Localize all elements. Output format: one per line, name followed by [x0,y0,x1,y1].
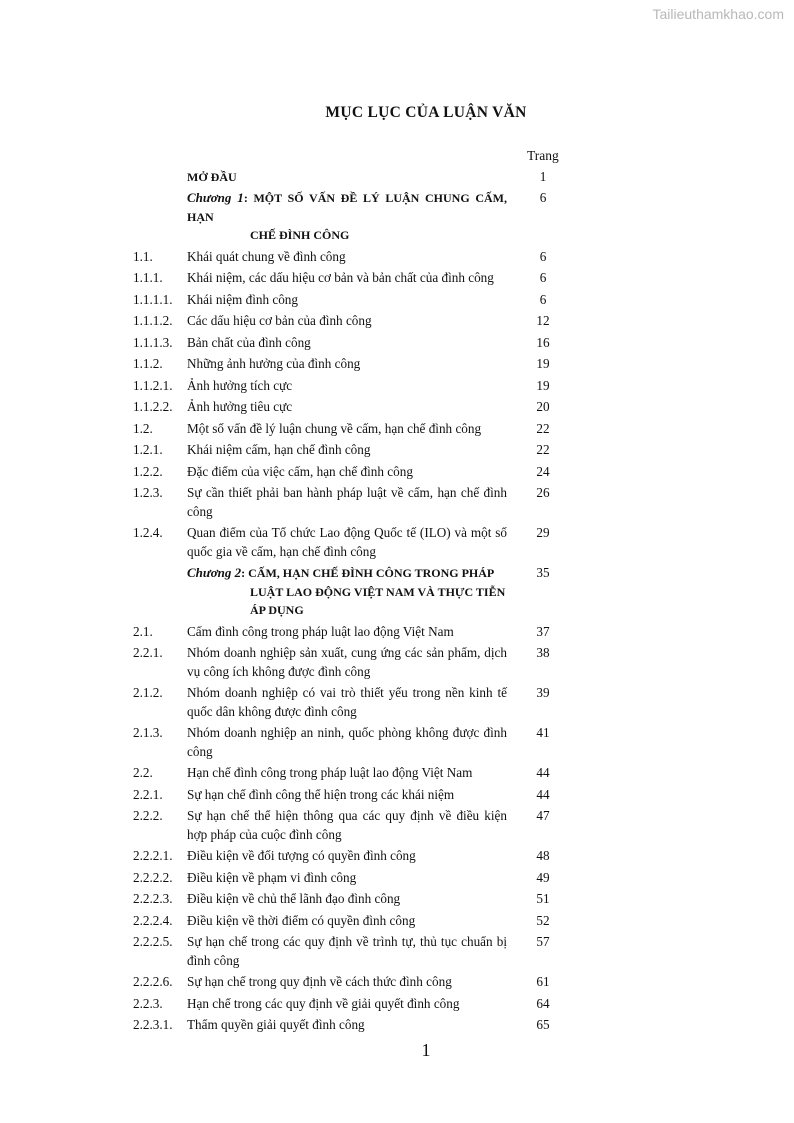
toc-entry-page: 64 [536,995,550,1011]
toc-entry-page: 6 [539,248,547,264]
toc-row [0,867,794,889]
toc-row [0,806,794,846]
toc-entry-text: Khái niệm, các dấu hiệu cơ bản và bản chất của đình công [187,270,494,285]
toc-entry-text: Hạn chế trong các quy định về giải quyết đình công [187,995,460,1011]
toc-entry-text: Nhóm doanh nghiệp an ninh, quốc phòng không được đình công [187,725,507,759]
toc-entry-text: Đặc điểm của việc cấm, hạn chế đình công [187,463,413,479]
toc-entry-text: Quan điểm của Tổ chức Lao động Quốc tế (ILO) và một số quốc gia về cấm, hạn chế đình công [187,525,507,559]
toc-entry-text: Nhóm doanh nghiệp có vai trò thiết yếu trong nền kinh tế quốc dân không được đình công [187,685,507,719]
toc-entry-text: Hạn chế đình công trong pháp luật lao động Việt Nam [187,765,473,780]
toc-entry-page: 26 [536,485,550,500]
toc-row [0,910,794,932]
toc-row [0,461,794,483]
toc-row [0,621,794,643]
chapter-prefix: Chương 1 [187,190,244,205]
toc-entry-page: 16 [536,334,550,350]
toc-entry-number: 2.2.2.4. [133,912,173,928]
toc-entry-page: 22 [536,420,550,436]
toc-row [0,268,794,290]
toc-entry-page: 39 [536,685,550,700]
toc-entry-number: 2.2.2.1. [133,848,173,863]
chapter-heading [187,189,507,245]
toc-entry-number: 1.1.2.2. [133,399,173,414]
chapter-title-line: ÁP DỤNG [250,603,304,617]
toc-row [0,375,794,397]
toc-row-chapter-1 [0,188,794,247]
toc-entry-text: Sự cần thiết phải ban hành pháp luật về cấm, hạn chế đình công [187,485,507,519]
toc-entry-text: Bản chất của đình công [187,334,311,350]
toc-entry-page: 6 [539,190,547,205]
toc-entry-page: 19 [536,356,550,371]
toc-row [0,354,794,376]
chapter-title-line: LUẬT LAO ĐỘNG VIỆT NAM VÀ THỰC TIỄN [250,584,506,599]
toc-entry-text: Khái quát chung về đình công [187,248,346,264]
toc-entry-text: Điều kiện về phạm vi đình công [187,869,357,885]
toc-entry-number: 1.1. [133,248,153,264]
chapter-2-entries [0,621,794,1036]
toc-row [0,332,794,354]
toc-row [0,889,794,911]
toc-entry-page: 48 [536,848,550,863]
toc-entry-text: Thẩm quyền giải quyết đình công [187,1017,365,1032]
toc-row [0,311,794,333]
chapter-1-entries [0,246,794,563]
chapter-title-line: : CẤM, HẠN CHẾ ĐÌNH CÔNG TRONG PHÁP [241,566,495,580]
toc-row [0,523,794,563]
toc-entry-number: 2.2.2.6. [133,974,173,989]
page-column-header: Trang [527,148,559,163]
toc-entry-page: 47 [536,808,550,823]
toc-entry-number: 1.2.1. [133,442,163,457]
toc-row [0,784,794,806]
toc-entry-number: 2.2.2. [133,808,163,823]
chapter-heading [187,564,507,620]
toc-entry-page: 12 [536,313,550,328]
toc-entry-number: 1.1.1.2. [133,313,173,328]
toc-row [0,846,794,868]
toc-entry-page: 51 [536,891,550,906]
toc-entry-number: 1.1.1. [133,270,163,285]
toc-entry-number: 1.1.1.3. [133,334,173,350]
toc-row [0,993,794,1015]
toc-entry-text: Một số vấn đề lý luận chung về cấm, hạn chế đình công [187,420,482,436]
toc-row [0,418,794,440]
toc-row [0,289,794,311]
toc-entry-page: 37 [536,623,550,639]
watermark: Tailieuthamkhao.com [652,6,784,22]
page-title: MỤC LỤC CỦA LUẬN VĂN [325,104,527,121]
chapter-title-line: : MỘT SỐ VẤN ĐỀ LÝ LUẬN CHUNG CẤM, HẠN [187,191,507,224]
toc-entry-text: Điều kiện về chủ thể lãnh đạo đình công [187,891,401,906]
toc-entry-text: Nhóm doanh nghiệp sản xuất, cung ứng các sản phẩm, dịch vụ công ích không được đình công [187,645,507,679]
toc-entry-page: 44 [536,765,550,780]
toc-entry-page: 6 [539,291,547,307]
toc-entry-text: Điều kiện về đối tượng có quyền đình công [187,848,416,863]
toc-entry-page: 49 [536,869,550,885]
toc-row [0,763,794,785]
chapter-title-line: CHẾ ĐÌNH CÔNG [250,228,350,242]
toc-entry-page: 1 [539,168,547,184]
toc-entry-page: 35 [536,565,550,580]
toc-entry-text: Cấm đình công trong pháp luật lao động Việt Nam [187,623,454,639]
toc-entry-number: 1.2.4. [133,525,163,540]
toc-entry-number: 1.2.3. [133,485,163,500]
toc-entry-number: 1.1.2.1. [133,377,173,393]
toc-entry-text: Sự hạn chế trong quy định về cách thức đình công [187,974,452,989]
toc-entry-page: 41 [536,725,550,740]
toc-row [0,397,794,419]
toc-entry-page: 65 [536,1017,550,1032]
toc-entry-page: 38 [536,645,550,660]
toc-entry-text: Điều kiện về thời điểm có quyền đình công [187,912,416,928]
toc-entry-page: 52 [536,912,550,928]
toc-entry-number: 1.1.1.1. [133,291,173,307]
toc-entry-number: 2.2.3. [133,995,163,1011]
toc-entry-text: Các dấu hiệu cơ bản của đình công [187,313,372,328]
toc-entry-number: 2.2.2.5. [133,934,173,949]
toc-entry-number: 1.1.2. [133,356,163,371]
toc-row [0,246,794,268]
toc-entry-page: 57 [536,934,550,949]
toc-entry-page: 29 [536,525,550,540]
toc-entry-number: 2.1.2. [133,685,163,700]
toc-entry-page: 22 [536,442,550,457]
toc-entry-text: MỞ ĐẦU [187,169,237,184]
toc-entry-text: Những ảnh hưởng của đình công [187,356,361,371]
toc-entry-number: 1.2.2. [133,463,163,479]
toc-entry-text: Ảnh hưởng tiêu cực [187,399,293,414]
toc-entry-text: Khái niệm cấm, hạn chế đình công [187,442,371,457]
toc-entry-text: Sự hạn chế trong các quy định về trình tự, thủ tục chuẩn bị đình công [187,934,507,968]
toc-entry-number: 2.1. [133,623,153,639]
toc-entry-text: Ảnh hưởng tích cực [187,377,293,393]
toc-row [0,643,794,683]
toc-entry-page: 44 [536,786,550,802]
toc-entry-number: 2.2.2.3. [133,891,173,906]
toc-entry-number: 2.2.1. [133,645,163,660]
toc-entry-text: Khái niệm đình công [187,291,298,307]
toc-entry-number: 2.2.1. [133,786,163,802]
chapter-prefix: Chương 2 [187,565,242,580]
toc-entry-number: 2.1.3. [133,725,163,740]
toc-entry-text: Sự hạn chế đình công thể hiện trong các khái niệm [187,786,455,802]
toc-entry-page: 20 [536,399,550,414]
toc-row [0,932,794,972]
toc-entry-page: 24 [536,463,550,479]
toc-entry-number: 2.2.2.2. [133,869,173,885]
toc-entry-text: Sự hạn chế thể hiện thông qua các quy định về điều kiện hợp pháp của cuộc đình công [187,808,507,842]
toc-row-mo-dau [0,166,794,188]
toc-row [0,1015,794,1037]
toc-row [0,972,794,994]
toc-row [0,440,794,462]
page-number: 1 [421,1040,431,1060]
toc-entry-number: 2.2. [133,765,153,780]
toc-row [0,723,794,763]
toc-entry-number: 2.2.3.1. [133,1017,173,1032]
toc-entry-page: 6 [539,270,547,285]
toc-row [0,483,794,523]
toc-entry-page: 19 [536,377,550,393]
toc-entry-number: 1.2. [133,420,153,436]
toc-row-chapter-2 [0,563,794,622]
toc-row [0,683,794,723]
toc-entry-page: 61 [536,974,550,989]
table-of-contents [0,166,794,1036]
